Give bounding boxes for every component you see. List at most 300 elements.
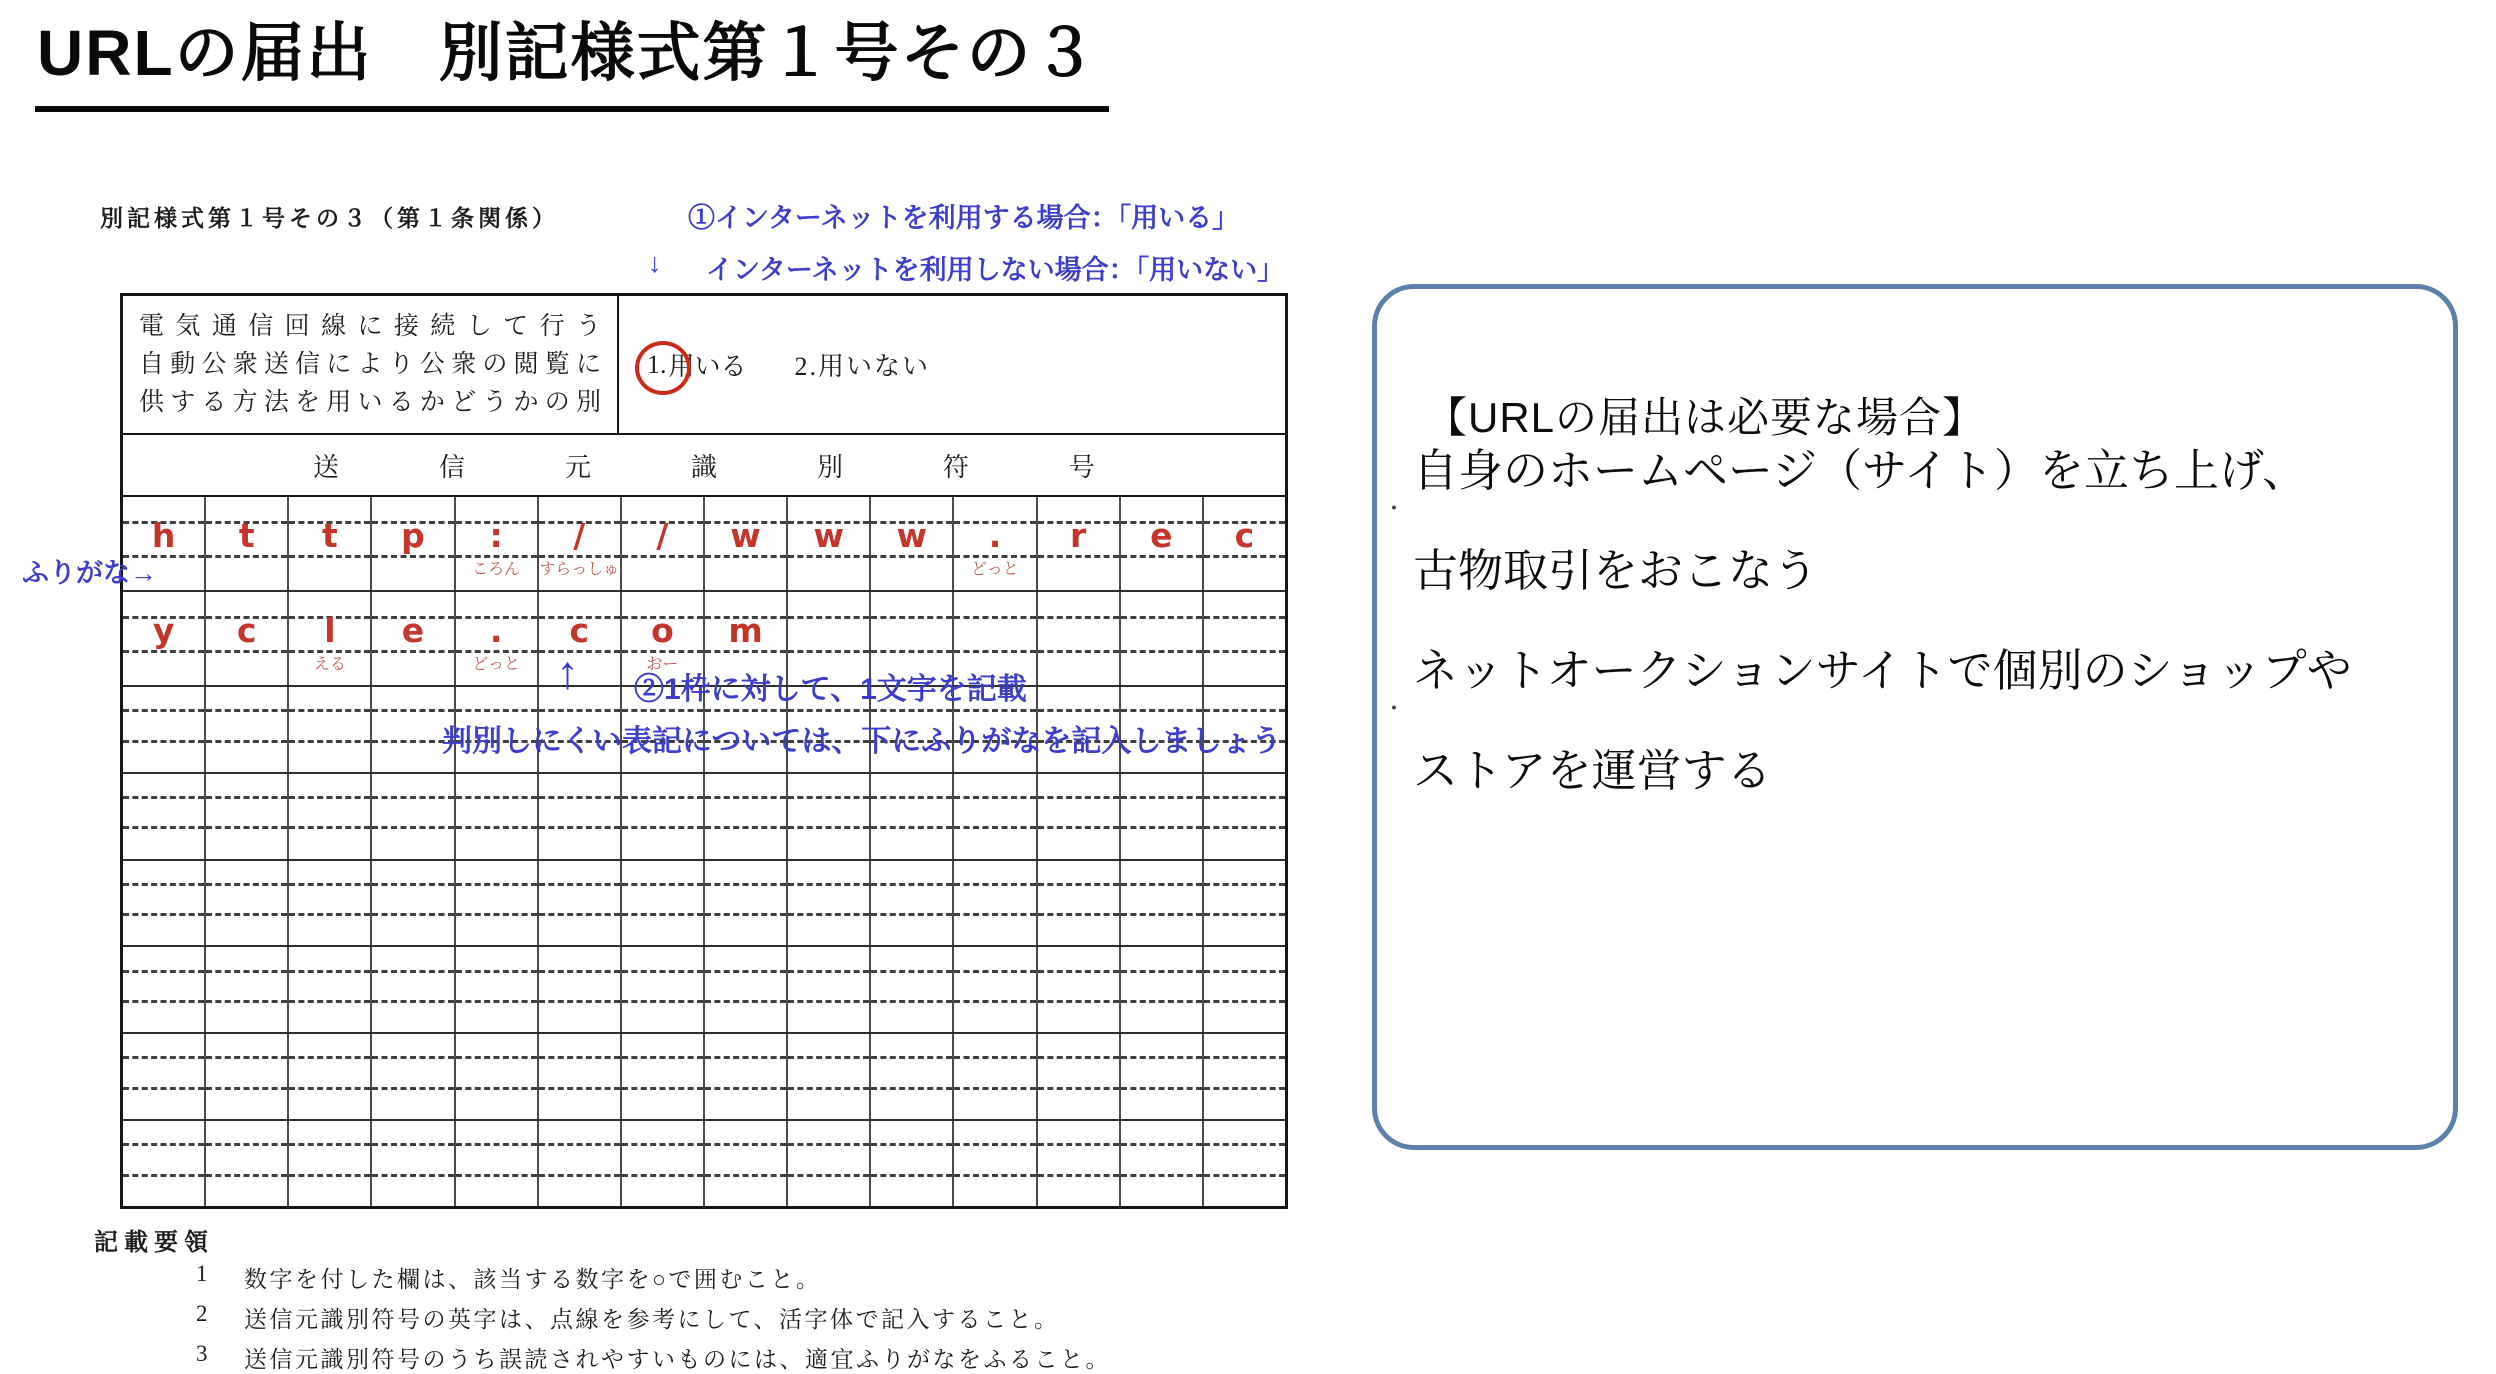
bullet-line: 古物取引をおこなう	[1413, 545, 1819, 596]
grid-cell	[206, 592, 289, 685]
choice-option-1-label: 用いる	[668, 352, 747, 381]
grid-cell	[372, 774, 455, 859]
cell-letter	[206, 704, 287, 740]
grid-cell	[1204, 1121, 1285, 1206]
grid-cell	[123, 592, 206, 685]
dashed-guide-line	[622, 913, 703, 916]
dashed-guide-line	[705, 913, 786, 916]
bullet-line: ネットオークションサイトで個別のショップや	[1413, 645, 2352, 696]
grid-cell	[206, 1034, 289, 1119]
dashed-guide-line	[788, 1000, 869, 1003]
note-item-1	[196, 1261, 821, 1294]
dashed-guide-line	[372, 1174, 453, 1177]
grid-cell	[1038, 1121, 1121, 1206]
cell-letter: w	[896, 515, 928, 555]
dashed-guide-line	[954, 1000, 1035, 1003]
dashed-guide-line	[372, 555, 453, 558]
grid-cell	[1121, 1121, 1204, 1206]
dashed-guide-line	[456, 1174, 537, 1177]
grid-cell	[871, 1034, 954, 1119]
note-text: 数字を付した欄は、該当する数字を○で囲むこと。	[244, 1267, 822, 1292]
dashed-guide-line	[705, 555, 786, 558]
cell-letter	[456, 1051, 537, 1087]
cell-letter	[123, 1051, 204, 1087]
cell-furigana: どっと	[472, 655, 520, 673]
method-row	[123, 296, 1285, 435]
annotation-use-case: ①インターネットを利用する場合：「用いる」	[688, 203, 1240, 233]
cell-furigana: すらっしゅ	[539, 560, 620, 578]
grid-cell	[456, 497, 539, 590]
grid-cell	[788, 1121, 871, 1206]
callout-title: 【URLの届出は必要な場合】	[1425, 394, 1986, 441]
cell-letter	[539, 791, 620, 827]
grid-cell	[954, 1034, 1037, 1119]
cell-letter	[871, 878, 952, 914]
dashed-guide-line	[871, 826, 952, 829]
dashed-guide-line	[954, 826, 1035, 829]
grid-cell	[123, 687, 206, 772]
dashed-guide-line	[372, 1000, 453, 1003]
grid-cell	[1121, 774, 1204, 859]
dashed-guide-line	[289, 1000, 370, 1003]
dashed-guide-line	[1038, 826, 1119, 829]
grid-cell	[289, 1034, 372, 1119]
red-circle-annotation	[635, 341, 691, 395]
grid-cell	[871, 774, 954, 859]
cell-letter: w	[730, 515, 761, 555]
cell-letter: c	[1234, 515, 1255, 555]
cell-letter	[372, 1051, 453, 1087]
dashed-guide-line	[289, 555, 370, 558]
grid-cell	[705, 497, 788, 590]
header-char: 送	[313, 452, 340, 482]
grid-cell	[539, 592, 622, 685]
dashed-guide-line	[539, 913, 620, 916]
cell-letter: y	[152, 610, 175, 650]
dashed-guide-line	[372, 650, 453, 653]
grid-cell	[206, 1121, 289, 1206]
notes-title: 記載要領	[94, 1230, 214, 1256]
cell-letter	[372, 964, 453, 1000]
cell-letter	[788, 878, 869, 914]
dashed-guide-line	[289, 826, 370, 829]
dashed-guide-line	[871, 1087, 952, 1090]
cell-letter	[289, 704, 370, 740]
cell-letter	[289, 1138, 370, 1174]
cell-letter: e	[1150, 515, 1173, 555]
grid-cell	[1204, 947, 1285, 1032]
grid-cell	[1038, 861, 1121, 946]
form-sheet-label: 別記様式第１号その３（第１条関係）	[100, 206, 559, 231]
method-line: 供する方法を用いるかどうかの別	[139, 389, 601, 416]
dashed-guide-line	[871, 650, 952, 653]
dashed-guide-line	[1204, 1000, 1285, 1003]
dashed-guide-line	[1038, 650, 1119, 653]
cell-letter	[206, 878, 287, 914]
dashed-guide-line	[539, 826, 620, 829]
bullet-icon: ・	[1383, 696, 1406, 721]
cell-letter	[456, 878, 537, 914]
grid-cell	[539, 1034, 622, 1119]
grid-cell	[1121, 592, 1204, 685]
note-number: 2	[196, 1301, 210, 1326]
cell-letter	[954, 611, 1035, 650]
grid-cell	[289, 592, 372, 685]
cell-letter	[1204, 964, 1285, 1000]
cell-letter: .	[988, 515, 1002, 555]
dashed-guide-line	[1121, 826, 1202, 829]
down-arrow-icon: ↓	[648, 248, 662, 278]
grid-row	[123, 1121, 1285, 1206]
cell-letter: t	[321, 515, 338, 555]
grid-cell	[1038, 1034, 1121, 1119]
cell-letter	[622, 964, 703, 1000]
dashed-guide-line	[456, 1087, 537, 1090]
grid-cell	[372, 861, 455, 946]
grid-cell	[1121, 497, 1204, 590]
cell-letter	[871, 1138, 952, 1174]
grid-cell	[289, 774, 372, 859]
cell-letter	[206, 964, 287, 1000]
dashed-guide-line	[289, 913, 370, 916]
cell-letter	[622, 1051, 703, 1087]
cell-letter	[539, 878, 620, 914]
cell-letter	[289, 791, 370, 827]
dashed-guide-line	[871, 1000, 952, 1003]
callout-bullet-2	[1383, 621, 2352, 821]
cell-letter	[705, 1138, 786, 1174]
grid-cell	[1038, 592, 1121, 685]
cell-letter	[372, 791, 453, 827]
note-text: 送信元識別符号の英字は、点線を参考にして、活字体で記入すること。	[244, 1307, 1060, 1332]
grid-cell	[705, 861, 788, 946]
grid-cell	[954, 1121, 1037, 1206]
grid-cell	[539, 1121, 622, 1206]
cell-letter	[954, 1051, 1035, 1087]
cell-letter	[705, 964, 786, 1000]
cell-letter	[1121, 611, 1202, 650]
grid-cell	[289, 947, 372, 1032]
cell-furigana: おー	[646, 655, 679, 673]
cell-letter	[1204, 1138, 1285, 1174]
dashed-guide-line	[123, 1087, 204, 1090]
grid-cell	[456, 774, 539, 859]
grid-cell	[289, 1121, 372, 1206]
cell-letter	[1121, 791, 1202, 827]
cell-letter	[1038, 964, 1119, 1000]
grid-cell	[1204, 592, 1285, 685]
dashed-guide-line	[1204, 1087, 1285, 1090]
cell-letter	[1204, 878, 1285, 914]
dashed-guide-line	[206, 826, 287, 829]
cell-letter	[871, 791, 952, 827]
grid-cell	[206, 861, 289, 946]
dashed-guide-line	[206, 555, 287, 558]
cell-letter	[123, 964, 204, 1000]
grid-cell	[1204, 497, 1285, 590]
header-char: 号	[1068, 452, 1095, 482]
grid-cell	[372, 497, 455, 590]
method-line: 自動公衆送信により公衆の閲覧に	[139, 351, 601, 378]
dashed-guide-line	[206, 650, 287, 653]
cell-letter: e	[401, 610, 425, 650]
cell-furigana: える	[313, 655, 346, 673]
dashed-guide-line	[1204, 826, 1285, 829]
grid-cell	[622, 774, 705, 859]
grid-cell	[1038, 497, 1121, 590]
dashed-guide-line	[1038, 913, 1119, 916]
dashed-guide-line	[1204, 913, 1285, 916]
grid-cell	[954, 861, 1037, 946]
grid-cell	[206, 774, 289, 859]
grid-cell	[705, 1121, 788, 1206]
page-title: URLの届出 別記様式第１号その３	[35, 2, 1109, 112]
dashed-guide-line	[954, 1174, 1035, 1177]
note-number: 1	[196, 1261, 210, 1286]
cell-letter	[456, 791, 537, 827]
header-char: 識	[690, 452, 717, 482]
dashed-guide-line	[1121, 650, 1202, 653]
dashed-guide-line	[788, 913, 869, 916]
dashed-guide-line	[539, 650, 620, 653]
grid-cell	[372, 1034, 455, 1119]
grid-cell	[456, 1034, 539, 1119]
cell-letter: c	[569, 610, 590, 650]
dashed-guide-line	[788, 555, 869, 558]
dashed-guide-line	[372, 826, 453, 829]
grid-cell	[788, 497, 871, 590]
one-char-per-box-annotation: ②1枠に対して、1文字を記載	[634, 673, 1027, 706]
cell-letter: m	[728, 610, 763, 650]
header-char: 元	[564, 452, 591, 482]
choice-cell	[619, 296, 1285, 433]
cell-letter: c	[236, 610, 257, 650]
dashed-guide-line	[788, 1174, 869, 1177]
cell-letter	[788, 791, 869, 827]
dashed-guide-line	[1121, 1174, 1202, 1177]
dashed-guide-line	[1204, 1174, 1285, 1177]
cell-letter: /	[656, 515, 669, 555]
grid-cell	[1121, 947, 1204, 1032]
grid-cell	[705, 774, 788, 859]
dashed-guide-line	[206, 1087, 287, 1090]
dashed-guide-line	[1204, 650, 1285, 653]
dashed-guide-line	[871, 555, 952, 558]
cell-letter	[871, 1051, 952, 1087]
cell-letter	[1038, 611, 1119, 650]
cell-letter	[1038, 878, 1119, 914]
cell-letter	[788, 1138, 869, 1174]
dashed-guide-line	[372, 913, 453, 916]
dashed-guide-line	[206, 740, 287, 743]
furigana-pointer-label: ふりがな→	[22, 558, 157, 588]
dashed-guide-line	[705, 650, 786, 653]
choice-option-1	[645, 350, 669, 380]
choice-option-2: 2.用いない	[794, 352, 931, 381]
cell-letter	[372, 878, 453, 914]
dashed-guide-line	[456, 1000, 537, 1003]
grid-cell	[788, 1034, 871, 1119]
dashed-guide-line	[788, 650, 869, 653]
dashed-guide-line	[1038, 1000, 1119, 1003]
cell-letter	[954, 878, 1035, 914]
grid-cell	[289, 497, 372, 590]
method-line: 電気通信回線に接続して行う	[139, 313, 601, 340]
dashed-guide-line	[539, 1174, 620, 1177]
grid-cell	[1121, 1034, 1204, 1119]
dashed-guide-line	[539, 1000, 620, 1003]
cell-letter	[705, 1051, 786, 1087]
cell-letter: l	[324, 610, 336, 650]
header-char: 信	[438, 452, 465, 482]
grid-cell	[788, 947, 871, 1032]
grid-cell	[372, 592, 455, 685]
grid-row	[123, 861, 1285, 948]
cell-letter	[954, 1138, 1035, 1174]
cell-letter: .	[489, 610, 503, 650]
cell-letter	[1121, 878, 1202, 914]
cell-letter	[1204, 611, 1285, 650]
grid-cell	[206, 497, 289, 590]
cell-letter	[539, 1138, 620, 1174]
cell-letter	[123, 791, 204, 827]
dashed-guide-line	[622, 1087, 703, 1090]
grid-cell	[1204, 861, 1285, 946]
dashed-guide-line	[622, 1000, 703, 1003]
cell-letter	[1038, 1138, 1119, 1174]
dashed-guide-line	[456, 913, 537, 916]
grid-cell	[622, 1034, 705, 1119]
cell-letter: p	[401, 515, 425, 555]
cell-letter	[788, 1051, 869, 1087]
cell-letter	[1204, 791, 1285, 827]
dashed-guide-line	[206, 1000, 287, 1003]
grid-cell	[539, 947, 622, 1032]
grid-cell	[123, 947, 206, 1032]
grid-cell	[871, 1121, 954, 1206]
method-description-cell	[123, 296, 619, 433]
dashed-guide-line	[622, 1174, 703, 1177]
grid-cell	[871, 497, 954, 590]
cell-letter: t	[238, 515, 255, 555]
grid-row	[123, 774, 1285, 861]
dashed-guide-line	[1121, 1000, 1202, 1003]
cell-letter	[1204, 1051, 1285, 1087]
dashed-guide-line	[1121, 1087, 1202, 1090]
grid-cell	[1121, 861, 1204, 946]
cell-letter	[456, 964, 537, 1000]
cell-letter	[289, 964, 370, 1000]
header-char: 別	[816, 452, 843, 482]
grid-cell	[871, 861, 954, 946]
up-arrow-icon: ↑	[556, 646, 579, 698]
grid-cell	[622, 1121, 705, 1206]
dashed-guide-line	[123, 913, 204, 916]
grid-cell	[788, 861, 871, 946]
header-char: 符	[942, 452, 969, 482]
dashed-guide-line	[539, 1087, 620, 1090]
furigana-hint-annotation: 判別しにくい表記については、下にふりがなを記入しましょう	[442, 725, 1282, 758]
grid-cell	[123, 861, 206, 946]
cell-letter	[871, 964, 952, 1000]
dashed-guide-line	[289, 740, 370, 743]
dashed-guide-line	[1121, 555, 1202, 558]
cell-letter: w	[813, 515, 844, 555]
cell-letter: :	[489, 515, 503, 555]
callout-box	[1372, 284, 2458, 1150]
dashed-guide-line	[123, 740, 204, 743]
internet-usage-annotation	[648, 196, 1284, 287]
dashed-guide-line	[123, 1000, 204, 1003]
note-item-2	[196, 1301, 1060, 1334]
annotation-no-use-case: インターネットを利用しない場合：「用いない」	[706, 255, 1285, 285]
grid-row	[123, 947, 1285, 1034]
dashed-guide-line	[289, 1174, 370, 1177]
grid-cell	[456, 1121, 539, 1206]
cell-letter	[123, 1138, 204, 1174]
cell-letter	[123, 704, 204, 740]
grid-cell	[788, 774, 871, 859]
dashed-guide-line	[123, 650, 204, 653]
grid-cell	[622, 947, 705, 1032]
dashed-guide-line	[622, 555, 703, 558]
grid-row	[123, 1034, 1285, 1121]
dashed-guide-line	[788, 1087, 869, 1090]
grid-cell	[539, 774, 622, 859]
grid-cell	[1204, 1034, 1285, 1119]
cell-letter	[705, 878, 786, 914]
dashed-guide-line	[705, 826, 786, 829]
cell-letter: h	[151, 515, 176, 555]
cell-letter: r	[1069, 515, 1087, 555]
dashed-guide-line	[788, 826, 869, 829]
cell-letter: /	[573, 515, 586, 555]
cell-letter	[1121, 1051, 1202, 1087]
cell-letter	[1038, 1051, 1119, 1087]
note-text: 送信元識別符号のうち誤読されやすいものには、適宜ふりがなをふること。	[244, 1347, 1111, 1372]
grid-cell	[622, 497, 705, 590]
dashed-guide-line	[954, 913, 1035, 916]
grid-cell	[871, 947, 954, 1032]
cell-letter	[289, 878, 370, 914]
cell-letter	[1121, 964, 1202, 1000]
cell-letter	[539, 964, 620, 1000]
grid-cell	[123, 1034, 206, 1119]
dashed-guide-line	[456, 826, 537, 829]
cell-letter	[1121, 1138, 1202, 1174]
dashed-guide-line	[1038, 1174, 1119, 1177]
grid-cell	[954, 497, 1037, 590]
cell-letter: o	[651, 610, 674, 650]
cell-letter	[206, 791, 287, 827]
bullet-line: 自身のホームページ（サイト）を立ち上げ、	[1413, 445, 2308, 496]
cell-letter	[289, 1051, 370, 1087]
grid-cell	[622, 861, 705, 946]
cell-letter	[788, 611, 869, 650]
note-number: 3	[196, 1341, 210, 1366]
grid-cell	[705, 947, 788, 1032]
cell-letter	[705, 791, 786, 827]
dashed-guide-line	[705, 1000, 786, 1003]
cell-furigana: ころん	[472, 560, 521, 578]
cell-letter	[871, 611, 952, 650]
grid-cell	[289, 687, 372, 772]
dashed-guide-line	[871, 913, 952, 916]
cell-letter	[456, 1138, 537, 1174]
dashed-guide-line	[705, 1174, 786, 1177]
bullet-line: ストアを運営する	[1413, 745, 1772, 796]
sender-id-header	[123, 435, 1285, 497]
